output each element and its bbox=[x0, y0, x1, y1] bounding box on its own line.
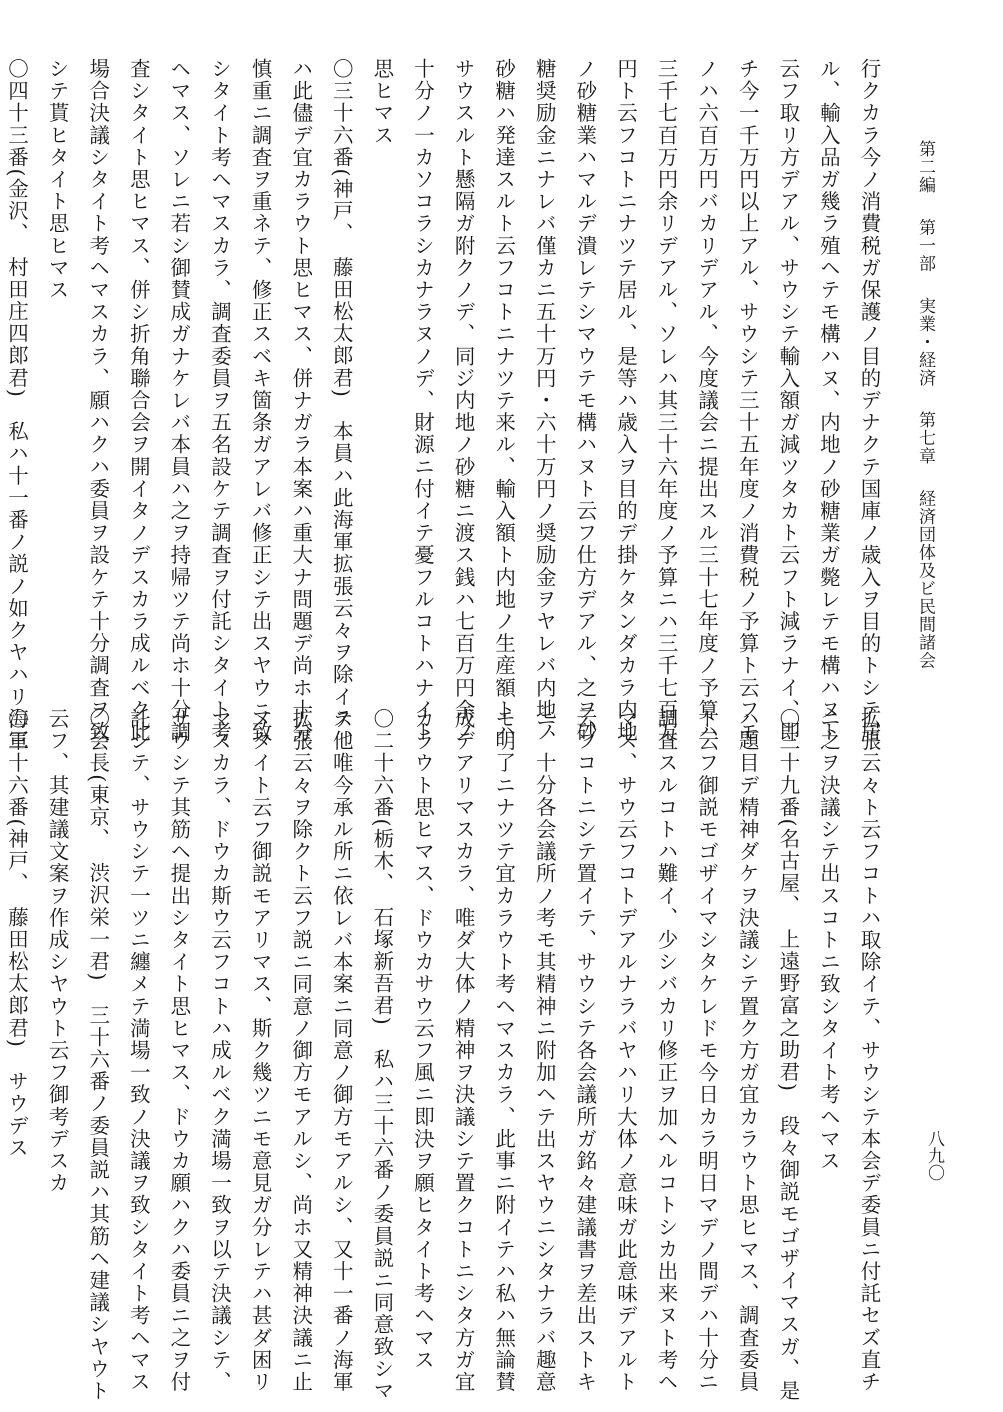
text-line: 云フ取リ方デアル、サウシテ輸入額ガ減ツタカト云フト減ラナイ、即 bbox=[775, 58, 800, 744]
text-line: サウシテ其筋ヘ提出シタイト思ヒマス、ドウカ願ハクハ委員ニ之ヲ付 bbox=[166, 708, 191, 1394]
text-line: ハ題目デ精神ダケヲ決議シテ置ク方ガ宜カラウト思ヒマス、調査委員 bbox=[735, 708, 760, 1394]
lower-text-block bbox=[4, 708, 889, 1403]
header-chapter: 第七章 bbox=[915, 411, 935, 466]
header-division: 実業・経済 bbox=[915, 296, 935, 387]
text-line: ノ砂糖業ハマルデ潰レテシマウテモ構ハヌト云フ仕方デアル、之ヲ砂 bbox=[572, 58, 597, 744]
text-line: 査シタイト思ヒマス、併シ折角聯合会ヲ開イタノデスカラ成ルベク此 bbox=[126, 58, 151, 744]
header-chapter-title: 経済団体及ビ民間諸会 bbox=[915, 489, 935, 670]
text-line: ト云フ御説モゴザイマシタケレドモ今日カラ明日マデノ間デハ十分ニ bbox=[694, 708, 719, 1394]
text-line: 云フ、其建議文案ヲ作成シヤウト云フ御考デスカ bbox=[45, 708, 70, 1195]
text-line: 場合決議シタイト考ヘマスカラ、願ハクハ委員ヲ設ケテ十分調査ヲ致 bbox=[85, 58, 110, 744]
header-section: 第一部 bbox=[915, 218, 935, 273]
text-line: 云フコトニシテ置イテ、サウシテ各会議所ガ銘々建議書ヲ差出ストキ bbox=[572, 708, 597, 1394]
text-line: カラウト思ヒマス、ドウカサウ云フ風ニ即決ヲ願ヒタイト考ヘマス bbox=[410, 708, 435, 1371]
speaker-line: 〇三十九番(名古屋、 上遠野富之助君) 段々御説モゴザイマスガ、是 bbox=[775, 708, 800, 1403]
text-line: 円ト云フコトニナツテ居ル、是等ハ歳入ヲ目的デ掛ケタンダカラ内地 bbox=[613, 58, 638, 744]
upper-text-block bbox=[4, 58, 889, 753]
text-line: モ明了ニナツテ宜カラウト考ヘマスカラ、此事ニ附イテハ私ハ無論賛 bbox=[491, 708, 516, 1394]
text-line: チ今一千万円以上アル、サウシテ三十五年度ノ消費税ノ予算ト云フモ bbox=[735, 58, 760, 744]
text-line: 拡張云々ヲ除クト云フ説ニ同意ノ御方モアルシ、尚ホ又精神決議ニ止 bbox=[288, 708, 313, 1394]
text-line: シタイト考ヘマスカラ、調査委員ヲ五名設ケテ調査ヲ付託シタイト考 bbox=[207, 58, 232, 744]
text-line: 成デアリマスカラ、唯ダ大体ノ精神ヲ決議シテ置クコトニシタ方ガ宜 bbox=[451, 708, 476, 1394]
text-line: 託シテ、サウシテ一ツニ纏メテ満場一致ノ決議ヲ致シタイト考ヘマス bbox=[126, 708, 151, 1394]
text-line: 糖奨励金ニナレバ僅カニ五十万円・六十万円ノ奨励金ヲヤレバ内地ノ bbox=[532, 58, 557, 744]
text-line: ノハ六百万円バカリデアル、今度議会ニ提出スル三十七年度ノ予算ハ bbox=[694, 58, 719, 744]
text-line: 思ヒマス bbox=[369, 58, 394, 147]
text-line: 調査スルコトハ難イ、少シバカリ修正ヲ加ヘルコトシカ出来ヌト考ヘ bbox=[654, 708, 679, 1394]
text-line: 砂糖ハ発達スルト云フコトニナツテ来ル、輸入額ト内地ノ生産額トハ bbox=[491, 58, 516, 744]
text-line: 十分ノ一カソコラシカナラヌノデ、財源ニ付イテ憂フルコトハナイト bbox=[410, 58, 435, 744]
text-line: メタイト云フ御説モアリマス、斯ク幾ツニモ意見ガ分レテハ甚ダ困リ bbox=[248, 708, 273, 1394]
text-line: 拡張云々ト云フコトハ取除イテ、サウシテ本会デ委員ニ付託セズ直チ bbox=[857, 708, 881, 1394]
running-header bbox=[910, 140, 940, 670]
text-line: ニ、十分各会議所ノ考モ其精神ニ附加ヘテ出スヤウニシタナラバ趣意 bbox=[532, 708, 557, 1394]
text-line: ス、唯今承ル所ニ依レバ本案ニ同意ノ御方モアルシ、又十一番ノ海軍 bbox=[329, 708, 354, 1394]
speaker-line: 〇会長(東京、 渋沢栄一君) 三十六番ノ委員説ハ其筋ヘ建議シヤウト bbox=[85, 708, 110, 1403]
text-line: マス、サウ云フコトデアルナラバヤハリ大体ノ意味ガ此意味デアルト bbox=[613, 708, 638, 1394]
text-line: ル、輸入品ガ幾ラ殖ヘテモ構ハヌ、内地ノ砂糖業ガ斃レテモ構ハヌト bbox=[816, 58, 841, 744]
text-line: シテ貰ヒタイト思ヒマス bbox=[45, 58, 70, 302]
text-line: ハ此儘デ宜カラウト思ヒマス、併ナガラ本案ハ重大ナ問題デ尚ホ十分 bbox=[288, 58, 313, 744]
speaker-line: 〇三十六番(神戸、 藤田松太郎君) サウデス bbox=[4, 708, 29, 1159]
page-number: 八九〇 bbox=[924, 1130, 944, 1181]
speaker-line: 〇三十六番(神戸、 藤田松太郎君) 本員ハ此海軍拡張云々ヲ除イテ他 bbox=[329, 58, 354, 753]
header-part: 第二編 bbox=[915, 140, 935, 194]
text-line: サウスルト懸隔ガ附クノデ、同ジ内地ノ砂糖ニ渡ス銭ハ七百万円余ノ bbox=[451, 58, 476, 744]
text-line: 慎重ニ調査ヲ重ネテ、修正スベキ箇条ガアレバ修正シテ出スヤウニ致 bbox=[248, 58, 273, 744]
speaker-line: 〇二十六番(栃木、 石塚新吾君) 私ハ三十六番ノ委員説ニ同意致シマ bbox=[369, 708, 394, 1403]
text-line: 行クカラ今ノ消費税ガ保護ノ目的デナクテ国庫ノ歳入ヲ目的トシテ居 bbox=[857, 58, 881, 744]
speaker-line: 〇四十三番(金沢、 村田庄四郎君) 私ハ十一番ノ説ノ如クヤハリ海軍 bbox=[4, 58, 29, 753]
text-line: マスカラ、ドウカ斯ウ云フコトハ成ルベク満場一致ヲ以テ決議シテ、 bbox=[207, 708, 232, 1394]
text-line: 三千七百万円余リデアル、ソレハ其三十六年度ノ予算ニハ三千七百万 bbox=[654, 58, 679, 744]
text-line: ニ之ヲ決議シテ出スコトニ致シタイト考ヘマス bbox=[816, 708, 841, 1173]
text-line: ヘマス、ソレニ若シ御賛成ガナケレバ本員ハ之ヲ持帰ツテ尚ホ十分調 bbox=[166, 58, 191, 744]
